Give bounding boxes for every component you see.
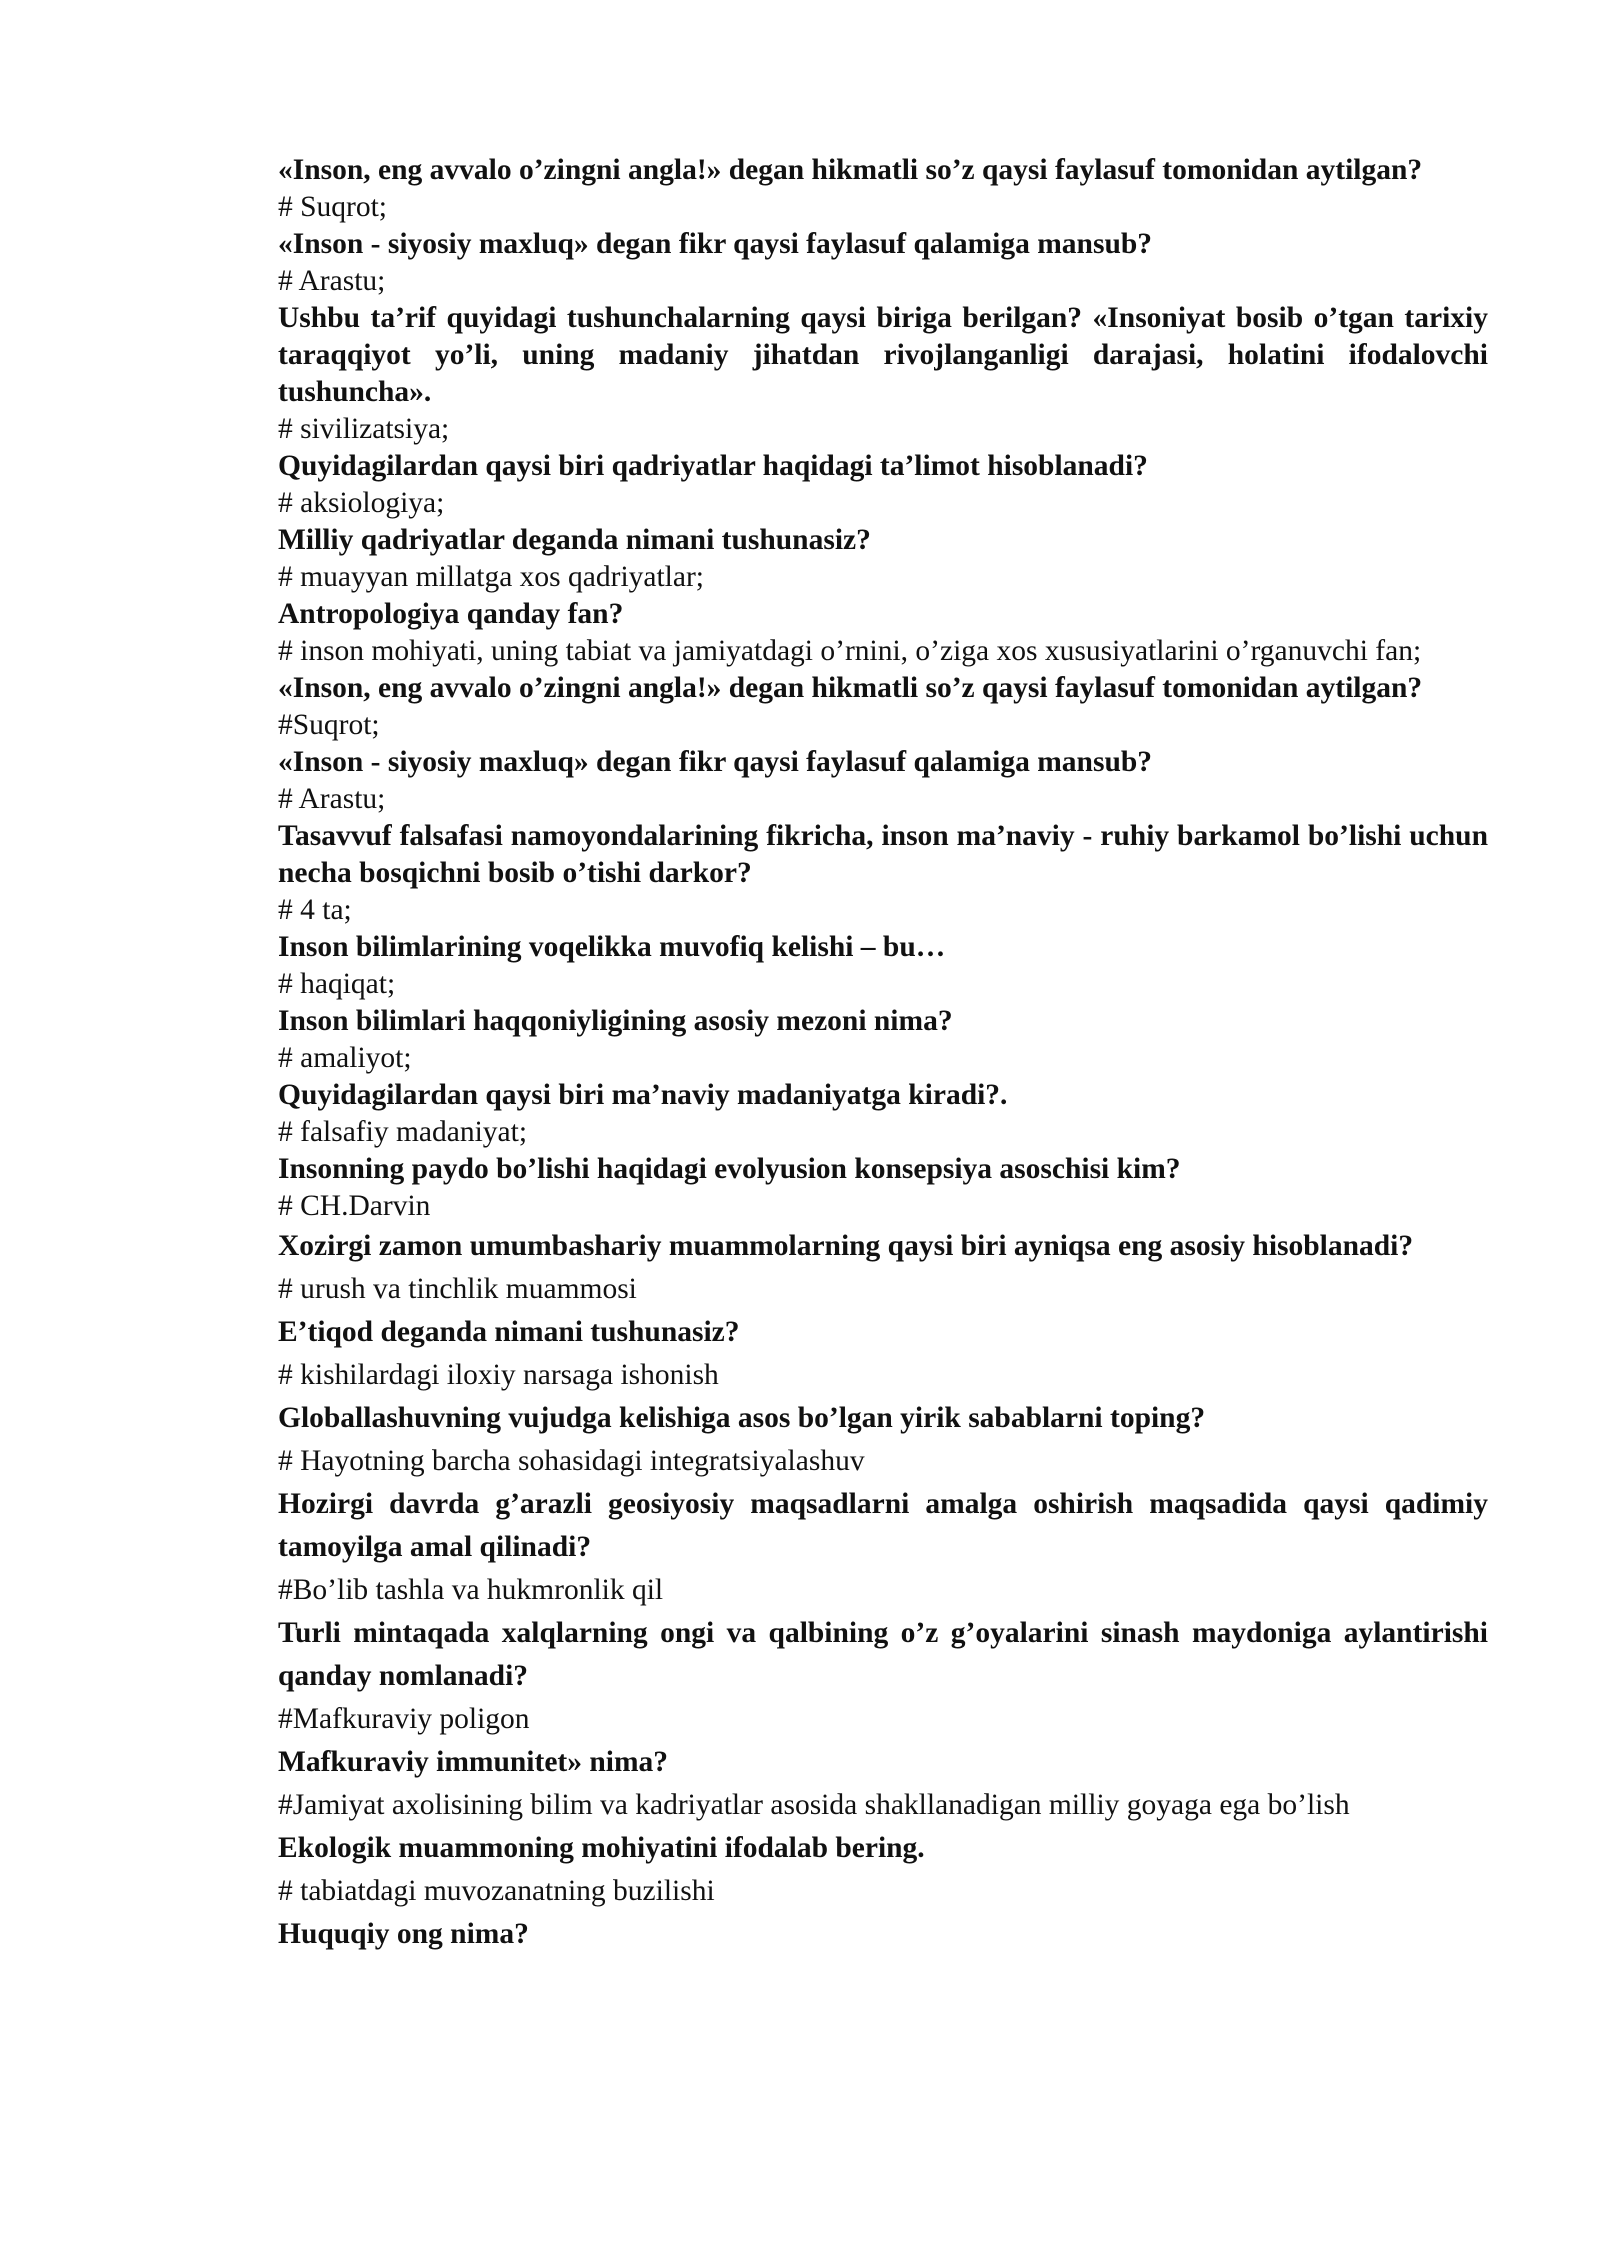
qa-item	[278, 1003, 1488, 1077]
question-text: Ushbu ta’rif quyidagi tushunchalarning qaysi biriga berilgan? «Insoniyat bosib o’tgan tarixiy taraqqiyot yo’li, uning madaniy jihatdan rivojlanganligi darajasi, holatini ifodalovchi tushuncha».	[278, 302, 1488, 408]
answer-text: # Hayotning barcha sohasidagi integratsiyalashuv	[278, 1445, 865, 1477]
answer-text: # urush va tinchlik muammosi	[278, 1273, 637, 1305]
qa-item	[278, 818, 1488, 929]
qa-item	[278, 1151, 1488, 1225]
answer-text: # muayyan millatga xos qadriyatlar;	[278, 561, 704, 593]
answer-text: # amaliyot;	[278, 1042, 412, 1074]
answer-text: # Arastu;	[278, 783, 386, 815]
answer-text: # inson mohiyati, uning tabiat va jamiyatdagi o’rnini, o’ziga xos xususiyatlarini o’rganuvchi fan;	[278, 635, 1422, 667]
answer-text: #Suqrot;	[278, 709, 380, 741]
question-text: «Inson - siyosiy maxluq» degan fikr qaysi faylasuf qalamiga mansub?	[278, 746, 1153, 778]
question-text: Huquqiy ong nima?	[278, 1918, 529, 1950]
answer-text: # 4 ta;	[278, 894, 352, 926]
qa-item	[278, 1077, 1488, 1151]
qa-section-loose	[278, 1225, 1488, 1956]
question-text: E’tiqod deganda nimani tushunasiz?	[278, 1316, 740, 1348]
qa-item	[278, 1225, 1488, 1311]
question-text: «Inson, eng avvalo o’zingni angla!» degan hikmatli so’z qaysi faylasuf tomonidan aytilgan?	[278, 672, 1423, 704]
question-text: Quyidagilardan qaysi biri ma’naviy madaniyatga kiradi?.	[278, 1079, 1008, 1111]
qa-item	[278, 1827, 1488, 1913]
question-text: Xozirgi zamon umumbashariy muammolarning qaysi biri ayniqsa eng asosiy hisoblanadi?	[278, 1230, 1414, 1262]
qa-item	[278, 929, 1488, 1003]
qa-item	[278, 1913, 1488, 1956]
question-text: «Inson - siyosiy maxluq» degan fikr qaysi faylasuf qalamiga mansub?	[278, 228, 1153, 260]
question-text: Tasavvuf falsafasi namoyondalarining fikricha, inson ma’naviy - ruhiy barkamol bo’lishi uchun necha bosqichni bosib o’tishi darkor?	[278, 820, 1488, 889]
answer-text: # CH.Darvin	[278, 1190, 431, 1222]
qa-item	[278, 670, 1488, 744]
answer-text: # Suqrot;	[278, 191, 387, 223]
qa-item	[278, 1741, 1488, 1827]
answer-text: #Mafkuraviy poligon	[278, 1703, 530, 1735]
qa-item	[278, 1483, 1488, 1612]
qa-section-compact	[278, 152, 1488, 1225]
qa-item	[278, 596, 1488, 670]
question-text: Turli mintaqada xalqlarning ongi va qalbining o’z g’oyalarini sinash maydoniga aylantirishi qanday nomlanadi?	[278, 1617, 1488, 1692]
question-text: Inson bilimlarining voqelikka muvofiq kelishi – bu…	[278, 931, 946, 963]
answer-text: # aksiologiya;	[278, 487, 445, 519]
question-text: Ekologik muammoning mohiyatini ifodalab bering.	[278, 1832, 925, 1864]
answer-text: # haqiqat;	[278, 968, 396, 1000]
answer-text: # falsafiy madaniyat;	[278, 1116, 528, 1148]
answer-text: # sivilizatsiya;	[278, 413, 450, 445]
question-text: Inson bilimlari haqqoniyligining asosiy mezoni nima?	[278, 1005, 953, 1037]
answer-text: # kishilardagi iloxiy narsaga ishonish	[278, 1359, 719, 1391]
answer-text: #Bo’lib tashla va hukmronlik qil	[278, 1574, 664, 1606]
answer-text: # tabiatdagi muvozanatning buzilishi	[278, 1875, 715, 1907]
answer-text: # Arastu;	[278, 265, 386, 297]
qa-item	[278, 744, 1488, 818]
question-text: «Inson, eng avvalo o’zingni angla!» degan hikmatli so’z qaysi faylasuf tomonidan aytilgan?	[278, 154, 1423, 186]
question-text: Globallashuvning vujudga kelishiga asos bo’lgan yirik sabablarni toping?	[278, 1402, 1206, 1434]
question-text: Antropologiya qanday fan?	[278, 598, 624, 630]
question-text: Milliy qadriyatlar deganda nimani tushunasiz?	[278, 524, 871, 556]
qa-item	[278, 300, 1488, 448]
document-page	[278, 152, 1488, 1956]
qa-item	[278, 226, 1488, 300]
qa-item	[278, 1397, 1488, 1483]
question-text: Hozirgi davrda g’arazli geosiyosiy maqsadlarni amalga oshirish maqsadida qaysi qadimiy tamoyilga amal qilinadi?	[278, 1488, 1488, 1563]
question-text: Quyidagilardan qaysi biri qadriyatlar haqidagi ta’limot hisoblanadi?	[278, 450, 1148, 482]
question-text: Mafkuraviy immunitet» nima?	[278, 1746, 669, 1778]
qa-item	[278, 1612, 1488, 1741]
answer-text: #Jamiyat axolisining bilim va kadriyatlar asosida shakllanadigan milliy goyaga ega bo’lish	[278, 1789, 1350, 1821]
qa-item	[278, 1311, 1488, 1397]
qa-item	[278, 448, 1488, 522]
qa-item	[278, 522, 1488, 596]
question-text: Insonning paydo bo’lishi haqidagi evolyusion konsepsiya asoschisi kim?	[278, 1153, 1181, 1185]
qa-item	[278, 152, 1488, 226]
